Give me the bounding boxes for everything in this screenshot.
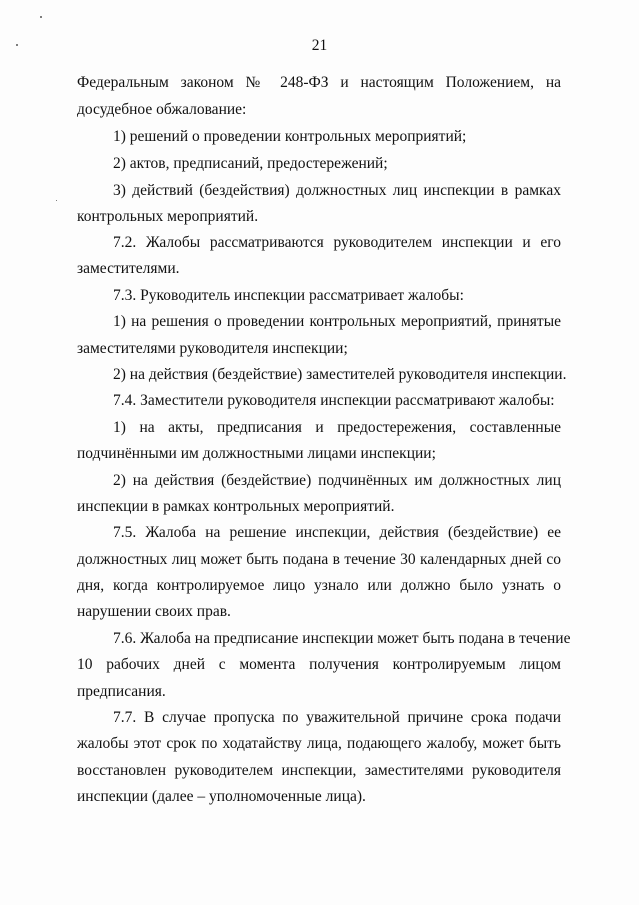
text-line: должностных лиц может быть подана в течение 30 календарных дней со [77, 551, 561, 568]
text-line: 2) на действия (бездействие) заместителей руководителя инспекции. [113, 366, 567, 383]
page-number: 21 [311, 37, 328, 54]
text-line: жалобы этот срок по ходатайству лица, подающего жалобу, может быть [77, 735, 561, 752]
text-line: 2) на действия (бездействие) подчинённых им должностных лиц [113, 472, 561, 489]
text-line: инспекции в рамках контрольных мероприятий. [77, 498, 395, 515]
text-line: 7.7. В случае пропуска по уважительной причине срока подачи [113, 709, 561, 726]
text-line: заместителями. [77, 260, 180, 277]
text-line: 7.6. Жалоба на предписание инспекции может быть подана в течение [113, 630, 571, 647]
text-line: инспекции (далее – уполномоченные лица). [77, 788, 366, 805]
text-line: нарушении своих прав. [77, 603, 231, 620]
text-line: 7.2. Жалобы рассматриваются руководителем инспекции и его [113, 234, 561, 251]
text-line: досудебное обжалование: [77, 101, 247, 118]
scan-speck [56, 200, 57, 201]
text-line: предписания. [77, 683, 166, 700]
text-line: 2) актов, предписаний, предостережений; [113, 155, 388, 172]
text-line: 7.3. Руководитель инспекции рассматривает жалобы: [113, 287, 464, 304]
text-line: 7.5. Жалоба на решение инспекции, действия (бездействие) ее [113, 524, 561, 541]
text-line: 1) на решения о проведении контрольных мероприятий, принятые [113, 313, 561, 330]
text-line: 3) действий (бездействия) должностных лиц инспекции в рамках [113, 182, 561, 199]
text-line: 1) решений о проведении контрольных мероприятий; [113, 128, 467, 145]
text-line: 1) на акты, предписания и предостережения, составленные [113, 419, 561, 436]
text-line: заместителями руководителя инспекции; [77, 340, 348, 357]
text-line: восстановлен руководителем инспекции, заместителями руководителя [77, 762, 561, 779]
text-line: 7.4. Заместители руководителя инспекции рассматривают жалобы: [113, 392, 555, 409]
text-line: контрольных мероприятий. [77, 208, 259, 225]
scan-speck [40, 16, 42, 18]
text-line: подчинёнными им должностными лицами инспекции; [77, 445, 436, 462]
text-line: 10 рабочих дней с момента получения контролируемым лицом [77, 656, 561, 673]
text-line: Федеральным законом № 248-ФЗ и настоящим Положением, на [77, 74, 561, 91]
text-line: дня, когда контролируемое лицо узнало или должно было узнать о [77, 577, 561, 594]
